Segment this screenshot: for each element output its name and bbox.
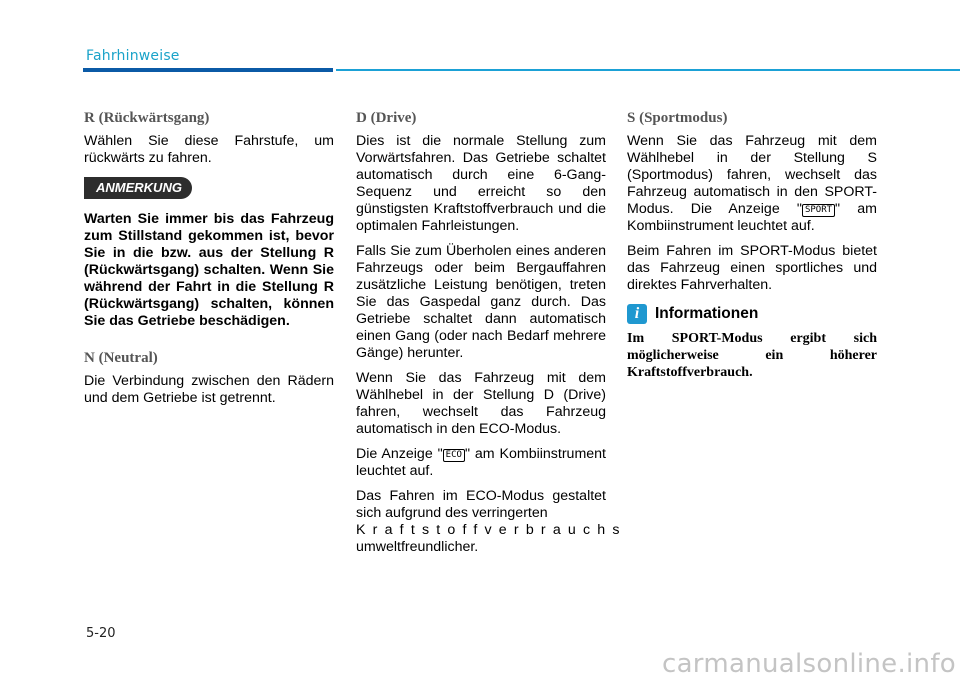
column-left: [84, 108, 334, 415]
sport-text-pre: Wenn Sie das Fahrzeug mit dem Wählhebel in der Stellung S (Sportmodus) fahren, wechselt das Fahrzeug automatisch in den SPORT-Modus. Die Anzeige ": [627, 133, 877, 217]
heading-sport: S (Sportmodus): [627, 110, 728, 126]
paragraph-drive-3: Wenn Sie das Fahrzeug mit dem Wählhebel in der Stellung D (Drive) fahren, wechselt das Fahrzeug automatisch in den ECO-Modus.: [356, 370, 606, 437]
paragraph-reverse: Wählen Sie diese Fahrstufe, um rückwärts zu fahren.: [84, 133, 334, 166]
header-rule-dark: [83, 68, 333, 72]
sport-text-post: " am Kombiinstrument leuchtet auf.: [627, 201, 877, 234]
eco-text-pre: Die Anzeige ": [356, 446, 443, 462]
heading-drive: D (Drive): [356, 110, 417, 126]
note-badge: ANMERKUNG: [84, 177, 192, 199]
paragraph-neutral: Die Verbindung zwischen den Rädern und dem Getriebe ist getrennt.: [84, 373, 334, 406]
paragraph-eco-2: Kraftstoffverbrauchs: [356, 522, 627, 538]
watermark: carmanualsonline.info: [661, 649, 956, 679]
page-number: 5-20: [86, 626, 116, 641]
paragraph-eco-3: umweltfreundlicher.: [356, 539, 479, 555]
paragraph-drive-1: Dies ist die normale Stellung zum Vorwärtsfahren. Das Getriebe schaltet automatisch durch eine 6-Gang-Sequenz und erreicht so den günstigsten Kraftstoffverbrauch und die optimalen Fahrleistungen.: [356, 133, 606, 234]
column-middle: [356, 108, 627, 564]
paragraph-sport-2: Beim Fahren im SPORT-Modus bietet das Fahrzeug einen sportliches und direktes Fahrverhalten.: [627, 243, 877, 293]
section-title: Fahrhinweise: [86, 48, 180, 64]
eco-text-post: " am Kombiinstrument leuchtet auf.: [356, 446, 606, 479]
info-icon: i: [627, 304, 647, 324]
eco-indicator-icon: ECO: [443, 449, 465, 462]
header-rule-light: [336, 69, 960, 71]
heading-neutral: N (Neutral): [84, 350, 158, 366]
paragraph-eco-indicator: [356, 446, 606, 480]
column-right: [627, 108, 877, 381]
info-text: Im SPORT-Modus ergibt sich möglicherweise ein höherer Kraftstoffverbrauch.: [627, 331, 877, 380]
paragraph-sport-1: [627, 133, 877, 235]
heading-reverse: R (Rückwärtsgang): [84, 110, 210, 126]
note-text: Warten Sie immer bis das Fahrzeug zum Stillstand gekommen ist, bevor Sie in die bzw. aus der Stellung R (Rückwärtsgang) schalten. Wenn Sie während der Fahrt in die Stellung R (Rückwärtsgang) schalten, können Sie das Getriebe beschädigen.: [84, 211, 334, 329]
info-header: [627, 304, 877, 324]
sport-indicator-icon: SPORT: [802, 204, 835, 217]
paragraph-drive-2: Falls Sie zum Überholen eines anderen Fahrzeugs oder beim Bergauffahren zusätzliche Leistung benötigen, treten Sie das Gaspedal ganz durch. Das Getriebe schaltet dann automatisch einen Gang (oder nach Bedarf mehrere Gänge) herunter.: [356, 243, 606, 361]
paragraph-eco-1: Das Fahren im ECO-Modus gestaltet sich aufgrund des verringerten: [356, 488, 606, 521]
info-title: Informationen: [655, 305, 759, 322]
